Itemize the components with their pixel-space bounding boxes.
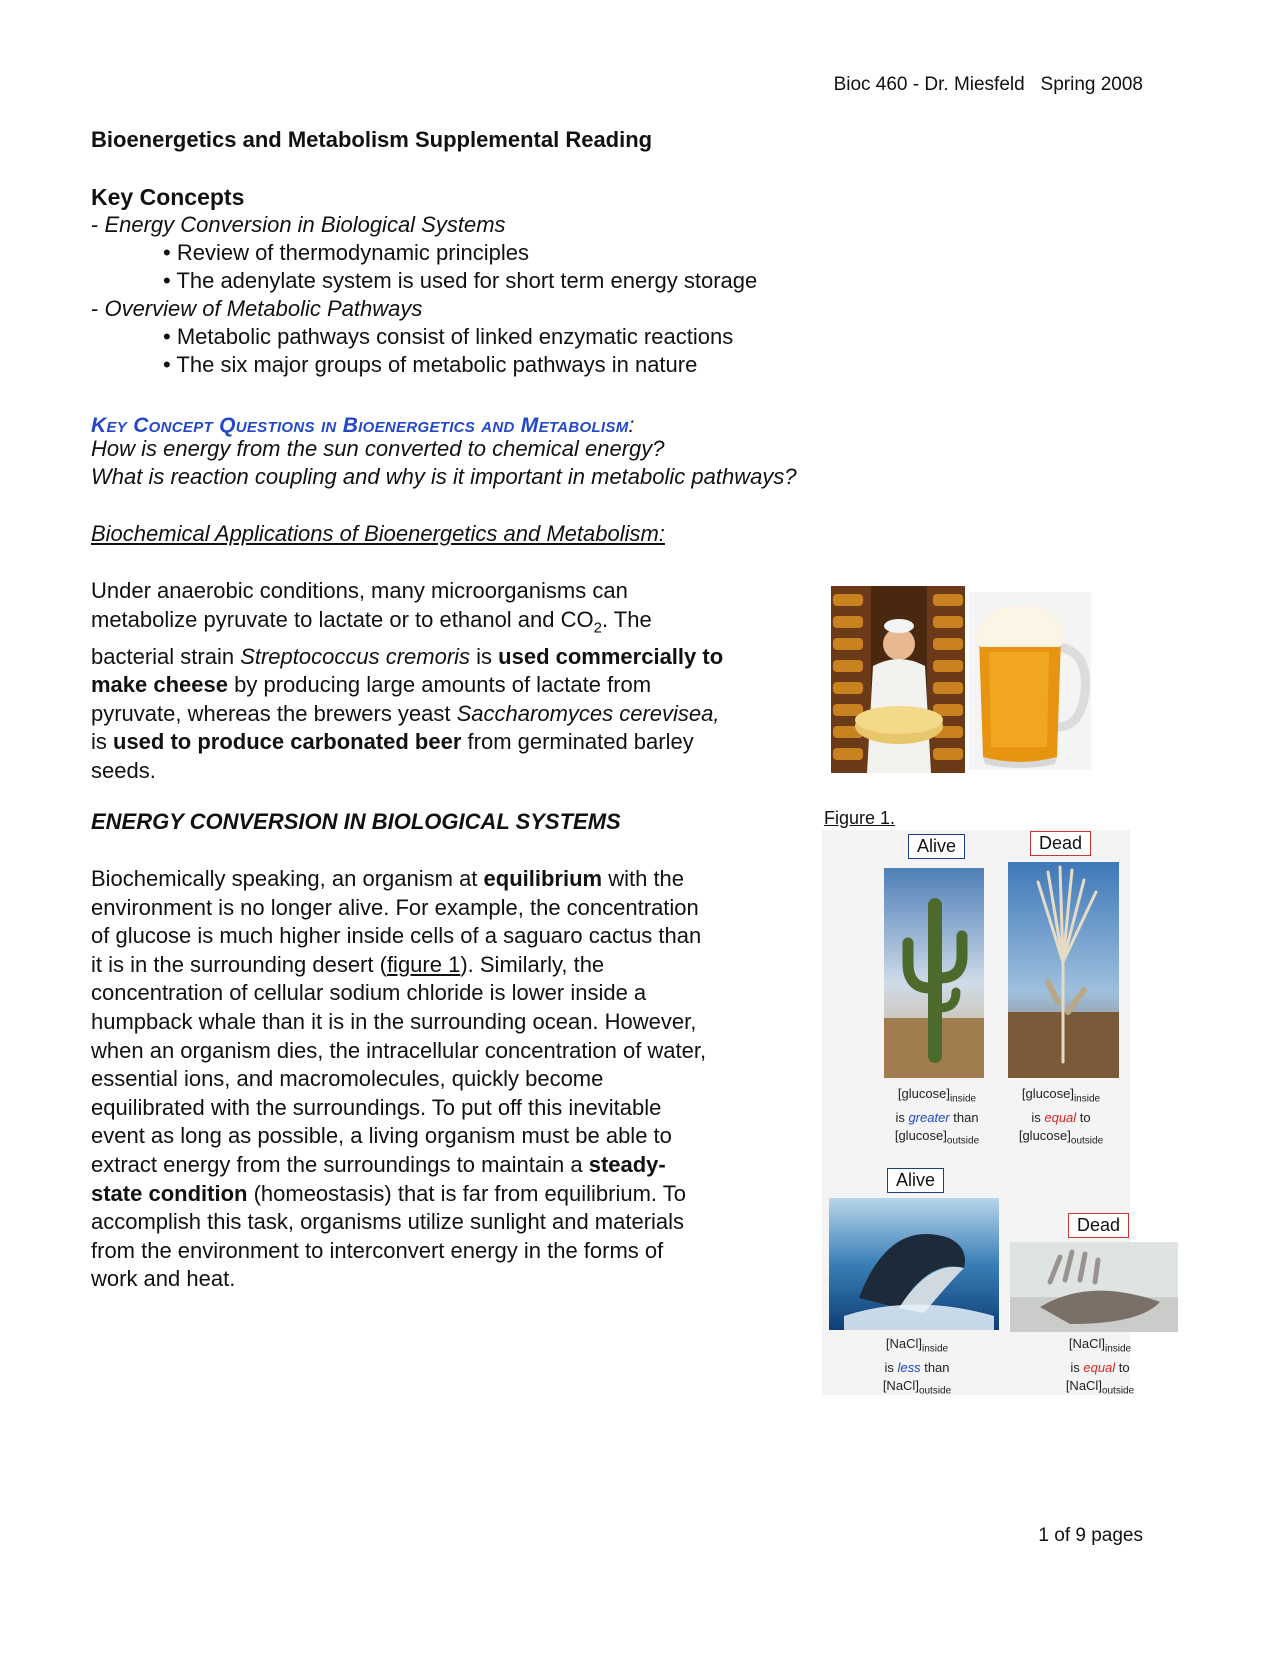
energy-section-heading: ENERGY CONVERSION IN BIOLOGICAL SYSTEMS	[91, 809, 621, 834]
dead-label: Dead	[1068, 1213, 1129, 1238]
course-header: Bioc 460 - Dr. Miesfeld Spring 2008	[833, 74, 1143, 95]
whale-alive-photo	[829, 1198, 999, 1330]
applications-heading: Biochemical Applications of Bioenergetics and Metabolism:	[91, 521, 665, 546]
key-concepts-heading: Key Concepts	[91, 184, 245, 210]
figure-label[interactable]: Figure 1.	[824, 808, 896, 828]
kcq-question: How is energy from the sun converted to chemical energy?	[91, 436, 665, 461]
glucose-alive-caption: $[glucose]_{inside}$ is greater than $[glucose]_{outside}$	[894, 1086, 980, 1147]
concept-bullet: • Metabolic pathways consist of linked enzymatic reactions	[163, 324, 734, 349]
concept-bullet: • The six major groups of metabolic pathways in nature	[163, 352, 698, 377]
concept-section-1: - Energy Conversion in Biological Systems	[91, 212, 506, 237]
page-number: 1 of 9 pages	[1038, 1525, 1143, 1546]
applications-paragraph: Under anaerobic conditions, many microorganisms can metabolize pyruvate to lactate or to ethanol and $CO_2$. The bacterial strain Streptococcus cremoris is used commercially to make cheese by producing large amounts of lactate from pyruvate, whereas the brewers yeast Saccharomyces cerevisea, is used to produce carbonated beer from germinated barley seeds.	[91, 578, 724, 783]
cheesemaker-photo	[831, 586, 965, 773]
concept-bullet: • The adenylate system is used for short term energy storage	[163, 268, 758, 293]
figure-link[interactable]: figure 1	[386, 951, 461, 977]
concept-section-2: - Overview of Metabolic Pathways	[91, 296, 423, 321]
alive-label: Alive	[887, 1168, 944, 1193]
saguaro-alive-photo	[884, 868, 984, 1078]
energy-paragraph: Biochemically speaking, an organism at equilibrium with the environment is no longer alive. For example, the concentration of glucose is much higher inside cells of a saguaro cactus than it is in the surrounding desert (figure 1). Similarly, the concentration of cellular sodium chloride is lower inside a humpback whale than it is in the surrounding ocean. However, when an organism dies, the intracellular concentration of water, essential ions, and macromolecules, quickly become equilibrated with the surroundings. To put off this inevitable event as long as possible, a living organism must be able to extract energy from the surroundings to maintain a steady- state condition (homeostasis) that is far from equilibrium. To accomplish this task, organisms utilize sunlight and materials from the environment to interconvert energy in the forms of work and heat.	[91, 866, 707, 1292]
nacl-dead-caption: $[NaCl]_{inside}$ is equal to $[NaCl]_{outside}$	[1065, 1336, 1135, 1397]
kcq-heading: Key Concept Questions in Bioenergetics and Metabolism:	[91, 414, 635, 437]
dead-label: Dead	[1030, 831, 1091, 856]
saguaro-dead-photo	[1008, 862, 1119, 1078]
page-title: Bioenergetics and Metabolism Supplemental Reading	[91, 127, 653, 152]
concept-bullet: • Review of thermodynamic principles	[163, 240, 529, 265]
glucose-dead-caption: $[glucose]_{inside}$ is equal to $[glucose]_{outside}$	[1018, 1086, 1104, 1147]
whale-dead-photo	[1010, 1242, 1178, 1332]
beer-mug-photo	[969, 592, 1091, 770]
nacl-alive-caption: $[NaCl]_{inside}$ is less than $[NaCl]_{outside}$	[882, 1336, 952, 1397]
alive-label: Alive	[908, 834, 965, 859]
kcq-question: What is reaction coupling and why is it important in metabolic pathways?	[91, 464, 797, 489]
